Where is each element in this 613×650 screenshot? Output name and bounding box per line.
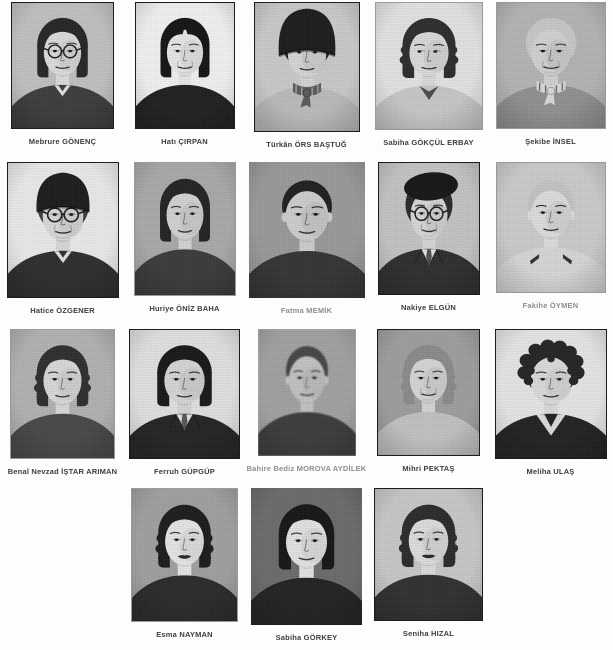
portrait-cell-meliha-ulas bbox=[490, 329, 612, 476]
portrait-cell-mihri-pektas bbox=[368, 329, 490, 473]
portrait-name: Hatı ÇIRPAN bbox=[161, 137, 208, 146]
portrait-photo bbox=[135, 2, 235, 129]
portrait-cell-mebrure-gonenc bbox=[2, 2, 124, 146]
portrait-photo bbox=[258, 329, 356, 456]
portrait-name: Seniha HIZAL bbox=[402, 629, 455, 638]
portrait-photo bbox=[134, 162, 236, 296]
portrait-name: Fakihe ÖYMEN bbox=[522, 301, 579, 310]
portrait-row-2 bbox=[0, 162, 613, 315]
portrait-photo bbox=[249, 162, 365, 298]
portrait-photo bbox=[10, 329, 115, 459]
portrait-photo bbox=[375, 2, 483, 130]
portrait-cell-sabiha-gokcul-erbay bbox=[368, 2, 490, 147]
portrait-name: Esma NAYMAN bbox=[156, 630, 213, 639]
portrait-row-3 bbox=[0, 329, 613, 476]
portrait-name: Şekibe İNSEL bbox=[525, 137, 576, 146]
portrait-photo bbox=[7, 162, 119, 298]
portrait-photo bbox=[11, 2, 114, 129]
portrait-cell-turkan-ors-bastug bbox=[246, 2, 368, 149]
portrait-name: Ferruh GÜPGÜP bbox=[154, 467, 215, 476]
portrait-cell-sabiha-gorkey bbox=[246, 488, 368, 642]
portrait-photo bbox=[254, 2, 360, 132]
portrait-cell-benal-nevzad-istar-ariman bbox=[2, 329, 124, 476]
portrait-cell-fatma-memik bbox=[246, 162, 368, 315]
portrait-photo bbox=[496, 162, 606, 293]
portrait-photo bbox=[377, 329, 480, 456]
portrait-name: Benal Nevzad İŞTAR ARIMAN bbox=[7, 467, 118, 476]
portrait-cell-ferruh-gupgup bbox=[124, 329, 246, 476]
portrait-photo bbox=[374, 488, 483, 621]
portrait-name: Meliha ULAŞ bbox=[526, 467, 575, 476]
portrait-row-4 bbox=[0, 488, 613, 642]
portrait-name: Türkân ÖRS BAŞTUĞ bbox=[266, 140, 347, 149]
portrait-name: Bahire Bediz MOROVA AYDİLEK bbox=[246, 464, 367, 473]
portrait-photo bbox=[495, 329, 607, 459]
portrait-name: Hatice ÖZGENER bbox=[30, 306, 95, 315]
portrait-photo bbox=[251, 488, 362, 625]
portrait-name: Mihri PEKTAŞ bbox=[402, 464, 455, 473]
portrait-cell-seniha-hizal bbox=[368, 488, 490, 638]
portrait-name: Mebrure GÖNENÇ bbox=[28, 137, 97, 146]
portrait-name: Fatma MEMİK bbox=[280, 306, 333, 315]
portrait-cell-huriye-oniz-baha bbox=[124, 162, 246, 313]
portrait-row-1 bbox=[0, 2, 613, 149]
portrait-cell-fakihe-oymen bbox=[490, 162, 612, 310]
portrait-cell-hatice-ozgener bbox=[2, 162, 124, 315]
portrait-photo bbox=[131, 488, 238, 622]
portrait-cell-hati-cirpan bbox=[124, 2, 246, 146]
portrait-photo bbox=[378, 162, 480, 295]
portrait-cell-nakiye-elgun bbox=[368, 162, 490, 312]
portrait-name: Nakiye ELGÜN bbox=[401, 303, 456, 312]
portrait-name: Huriye ÖNİZ BAHA bbox=[149, 304, 220, 313]
portrait-cell-sekibe-insel bbox=[490, 2, 612, 146]
portrait-photo bbox=[129, 329, 240, 459]
portrait-name: Sabiha GÖRKEY bbox=[275, 633, 338, 642]
portrait-name: Sabiha GÖKÇÜL ERBAY bbox=[383, 138, 474, 147]
portrait-cell-esma-nayman bbox=[124, 488, 246, 639]
portrait-photo bbox=[496, 2, 606, 129]
portrait-cell-bahire-bediz-morova-aydilek bbox=[246, 329, 368, 473]
